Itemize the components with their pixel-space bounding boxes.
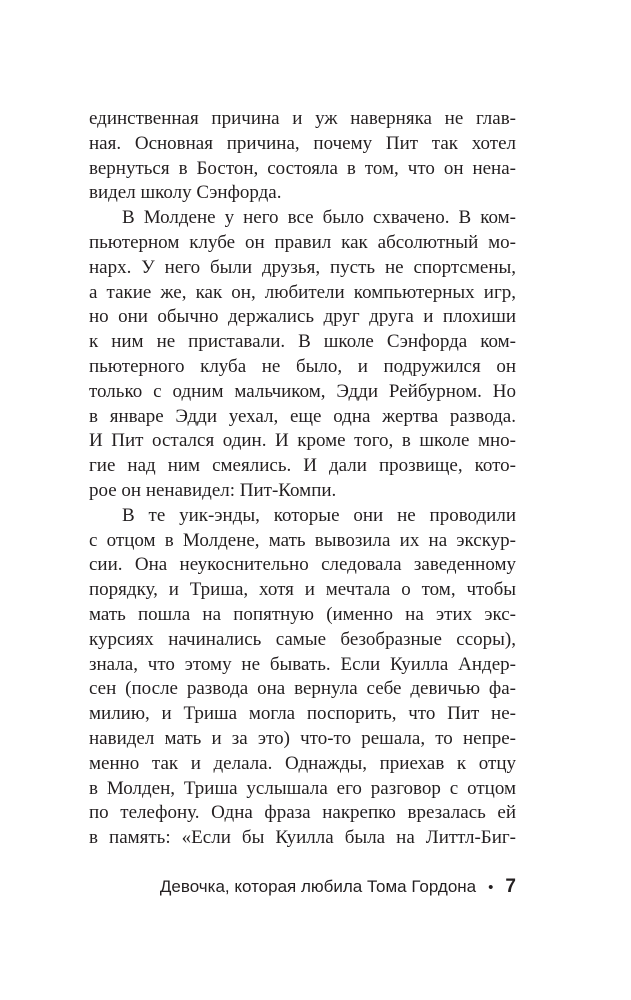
page-number: 7 bbox=[505, 876, 516, 897]
text-line: а такие же, как он, любители компьютерных игр, bbox=[89, 281, 516, 303]
text-line: порядку, и Триша, хотя и мечтала о том, чтобы bbox=[89, 579, 516, 601]
text-line: сен (после развода она вернула себе девичью фа- bbox=[89, 678, 516, 700]
text-line: вернуться в Бостон, состояла в том, что он нена- bbox=[89, 157, 516, 179]
running-footer bbox=[160, 876, 516, 898]
book-title: Девочка, которая любила Тома Гордона bbox=[159, 877, 477, 896]
text-line: менно так и делала. Однажды, приехав к отцу bbox=[89, 752, 516, 774]
text-line: к ним не приставали. В школе Сэнфорда ком- bbox=[89, 331, 516, 353]
text-line: но они обычно держались друг друга и плохиши bbox=[89, 306, 516, 328]
text-line: в январе Эдди уехал, еще одна жертва развода. bbox=[89, 405, 516, 427]
text-line: сии. Она неукоснительно следовала заведенному bbox=[89, 554, 516, 576]
text-line: И Пит остался один. И кроме того, в школе мно- bbox=[89, 430, 516, 452]
text-line: В те уик-энды, которые они не проводили bbox=[122, 504, 516, 526]
text-line: гие над ним смеялись. И дали прозвище, кото- bbox=[89, 455, 516, 477]
bullet-separator: • bbox=[488, 878, 494, 896]
text-line: рое он ненавидел: Пит-Компи. bbox=[89, 479, 337, 501]
text-line: навидел мать и за это) что-то решала, то непре- bbox=[89, 727, 516, 749]
text-line: ная. Основная причина, почему Пит так хотел bbox=[89, 132, 516, 154]
text-line: с отцом в Молдене, мать вывозила их на экскур- bbox=[89, 529, 516, 551]
text-line: в память: «Если бы Куилла была на Литтл-Биг- bbox=[89, 827, 516, 849]
text-line: нарх. У него были друзья, пусть не спортсмены, bbox=[89, 256, 516, 278]
text-line: пьютерном клубе он правил как абсолютный мо- bbox=[89, 231, 516, 253]
text-line: мать пошла на попятную (именно на этих экс- bbox=[89, 603, 516, 625]
text-line: в Молден, Триша услышала его разговор с отцом bbox=[89, 777, 516, 799]
text-line: курсиях начинались самые безобразные ссоры), bbox=[89, 628, 516, 650]
text-line: по телефону. Одна фраза накрепко врезалась ей bbox=[89, 802, 516, 824]
text-line: милию, и Триша могла поспорить, что Пит не- bbox=[89, 703, 516, 725]
text-line: пьютерного клуба не было, и подружился он bbox=[89, 355, 516, 377]
text-line: знала, что этому не бывать. Если Куилла Андер- bbox=[89, 653, 516, 675]
text-line: видел школу Сэнфорда. bbox=[89, 182, 282, 204]
text-line: только с одним мальчиком, Эдди Рейбурном. Но bbox=[89, 380, 516, 402]
body-text bbox=[89, 107, 516, 851]
text-line: В Молдене у него все было схвачено. В ком- bbox=[122, 207, 516, 229]
text-line: единственная причина и уж наверняка не глав- bbox=[89, 108, 516, 129]
